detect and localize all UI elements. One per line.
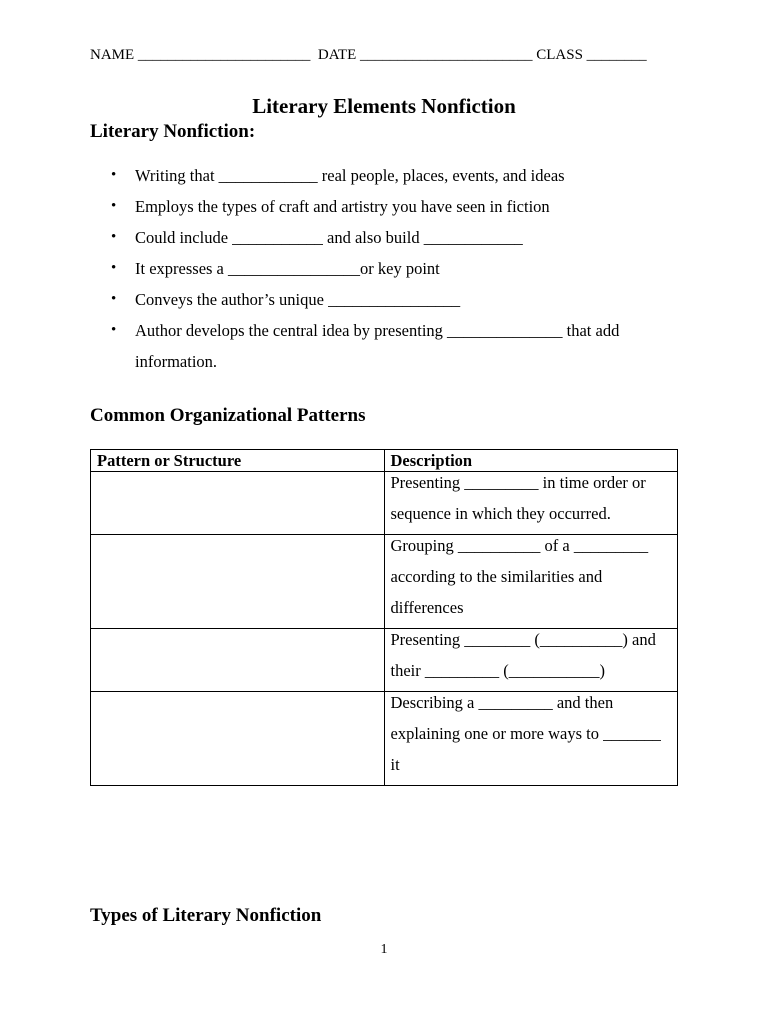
- list-item: [90, 191, 690, 222]
- bullet-text: Employs the types of craft and artistry you have seen in fiction: [135, 197, 550, 216]
- document-title: Literary Elements Nonfiction: [252, 94, 516, 118]
- name-date-class-line: NAME _______________________ DATE _______________________ CLASS ________: [90, 47, 647, 63]
- description-text: Describing a _________ and then explaining one or more ways to _______ it: [390, 693, 661, 774]
- list-item: [90, 222, 690, 253]
- bullet-text: Conveys the author’s unique ________________: [135, 290, 461, 309]
- literary-nonfiction-heading: Literary Nonfiction:: [90, 121, 256, 142]
- pattern-cell[interactable]: [91, 692, 385, 786]
- page-number: 1: [380, 942, 388, 957]
- organizational-patterns-table: [90, 449, 678, 786]
- bullet-icon: •: [111, 229, 117, 245]
- list-item: [90, 160, 690, 191]
- bullet-text: Author develops the central idea by presenting ______________ that add information.: [135, 321, 620, 371]
- bullet-icon: •: [111, 198, 117, 214]
- description-cell: [384, 535, 678, 629]
- pattern-cell[interactable]: [91, 472, 385, 535]
- bullet-icon: •: [111, 291, 117, 307]
- bullet-text: Writing that ____________ real people, places, events, and ideas: [135, 166, 565, 185]
- bullet-text: It expresses a ________________or key point: [135, 259, 440, 278]
- table-row: [91, 472, 678, 535]
- types-of-nonfiction-heading: Types of Literary Nonfiction: [90, 905, 322, 926]
- bullet-icon: •: [111, 260, 117, 276]
- column-header-description: Description: [384, 450, 678, 472]
- pattern-cell[interactable]: [91, 629, 385, 692]
- description-cell: [384, 692, 678, 786]
- description-text: Grouping __________ of a _________ according to the similarities and differences: [390, 536, 649, 617]
- column-header-pattern: Pattern or Structure: [91, 450, 385, 472]
- bullet-icon: •: [111, 322, 117, 338]
- list-item: [90, 284, 690, 315]
- description-cell: [384, 472, 678, 535]
- description-text: Presenting ________ (__________) and their _________ (___________): [390, 630, 656, 680]
- bullet-icon: •: [111, 167, 117, 183]
- nonfiction-bullet-list: [90, 160, 690, 377]
- table-row: [91, 629, 678, 692]
- bullet-text: Could include ___________ and also build ____________: [135, 228, 523, 247]
- table-row: [91, 692, 678, 786]
- pattern-cell[interactable]: [91, 535, 385, 629]
- organizational-patterns-heading: Common Organizational Patterns: [90, 405, 366, 426]
- list-item: [90, 253, 690, 284]
- description-cell: [384, 629, 678, 692]
- description-text: Presenting _________ in time order or sequence in which they occurred.: [390, 473, 646, 523]
- list-item: [90, 315, 690, 377]
- table-row: [91, 535, 678, 629]
